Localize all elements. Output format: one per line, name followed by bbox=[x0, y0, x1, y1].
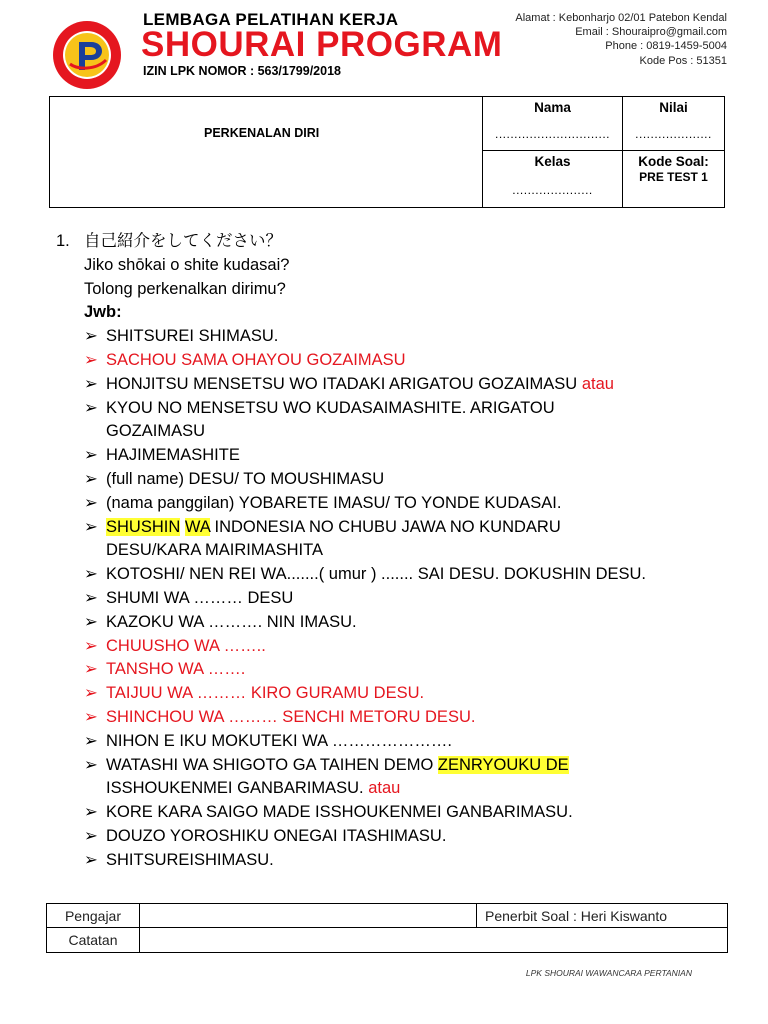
kelas-field[interactable]: ..................... bbox=[512, 183, 593, 197]
question-japanese: 自己紹介をしてください？ bbox=[84, 232, 282, 250]
arrow-bullet-icon: ➢ bbox=[84, 612, 98, 631]
arrow-bullet-icon: ➢ bbox=[84, 374, 98, 393]
answer-item: ➢ KAZOKU WA ………. NIN IMASU. bbox=[84, 611, 746, 635]
arrow-bullet-icon: ➢ bbox=[84, 660, 98, 679]
kode-soal-value: PRE TEST 1 bbox=[639, 170, 708, 184]
arrow-bullet-icon: ➢ bbox=[84, 684, 98, 703]
answer-item: ➢ KORE KARA SAIGO MADE ISSHOUKENMEI GANBARIMASU. bbox=[84, 801, 746, 825]
answer-item: ➢ KOTOSHI/ NEN REI WA.......( umur ) ....... SAI DESU. DOKUSHIN DESU. bbox=[84, 563, 746, 587]
nilai-cell bbox=[623, 97, 724, 151]
question-number: 1. bbox=[56, 232, 70, 250]
arrow-bullet-icon: ➢ bbox=[84, 755, 98, 774]
nama-label: Nama bbox=[534, 100, 571, 115]
arrow-bullet-icon: ➢ bbox=[84, 707, 98, 726]
nama-field[interactable]: .............................. bbox=[494, 127, 611, 141]
answer-item: ➢ KYOU NO MENSETSU WO KUDASAIMASHITE. ARIGATOU GOZAIMASU bbox=[84, 398, 555, 441]
highlighted-text: SHUSHIN bbox=[106, 517, 181, 536]
arrow-bullet-icon: ➢ bbox=[84, 469, 98, 488]
form-title: PERKENALAN DIRI bbox=[204, 126, 320, 140]
answer-item: ➢ SHITSUREISHIMASU. bbox=[84, 849, 746, 873]
title-cell bbox=[50, 97, 483, 207]
answer-item: ➢ NIHON E IKU MOKUTEKI WA …………………. bbox=[84, 730, 746, 754]
arrow-bullet-icon: ➢ bbox=[84, 803, 98, 822]
org-name-line2: SHOURAI PROGRAM bbox=[141, 25, 503, 64]
arrow-bullet-icon: ➢ bbox=[84, 636, 98, 655]
alternative-marker: atau bbox=[581, 374, 614, 393]
org-name-line1: LEMBAGA PELATIHAN KERJA bbox=[143, 10, 399, 29]
answer-item: ➢ HAJIMEMASHITE bbox=[84, 444, 746, 468]
form-header-table bbox=[49, 96, 725, 208]
answer-item: ➢ SHINCHOU WA ……… SENCHI METORU DESU. bbox=[84, 706, 746, 730]
alternative-marker: atau bbox=[368, 779, 401, 798]
nilai-label: Nilai bbox=[659, 100, 688, 115]
email-line: Email : Shouraipro@gmail.com bbox=[575, 26, 727, 39]
answer-item: ➢ WATASHI WA SHIGOTO GA TAIHEN DEMO ZENRYOUKU DE ISSHOUKENMEI GANBARIMASU. atau bbox=[84, 755, 569, 798]
answer-item: ➢ TAIJUU WA ……… KIRO GURAMU DESU. bbox=[84, 682, 746, 706]
arrow-bullet-icon: ➢ bbox=[84, 565, 98, 584]
shourai-logo-icon bbox=[52, 20, 122, 90]
kode-soal-cell bbox=[623, 151, 724, 207]
arrow-bullet-icon: ➢ bbox=[84, 731, 98, 750]
footer-table bbox=[46, 903, 728, 953]
footer-note: LPK SHOURAI WAWANCARA PERTANIAN bbox=[525, 968, 692, 978]
answer-item: ➢ DOUZO YOROSHIKU ONEGAI ITASHIMASU. bbox=[84, 825, 746, 849]
arrow-bullet-icon: ➢ bbox=[84, 517, 98, 536]
highlighted-text: WA bbox=[184, 517, 210, 536]
answer-list bbox=[84, 325, 746, 872]
nama-cell bbox=[483, 97, 623, 151]
question-romaji: Jiko shōkai o shite kudasai? bbox=[84, 255, 290, 274]
arrow-bullet-icon: ➢ bbox=[84, 493, 98, 512]
footer-row-pengajar bbox=[47, 904, 727, 928]
nilai-field[interactable]: .................... bbox=[635, 127, 712, 141]
arrow-bullet-icon: ➢ bbox=[84, 398, 98, 417]
address-block bbox=[515, 11, 727, 68]
answer-item: ➢ (nama panggilan) YOBARETE IMASU/ TO YONDE KUDASAI. bbox=[84, 492, 746, 516]
pengajar-label: Pengajar bbox=[47, 904, 140, 928]
arrow-bullet-icon: ➢ bbox=[84, 826, 98, 845]
kelas-label: Kelas bbox=[534, 154, 571, 169]
answer-item: ➢ SHUMI WA ……… DESU bbox=[84, 587, 746, 611]
question-section bbox=[56, 230, 746, 873]
arrow-bullet-icon: ➢ bbox=[84, 588, 98, 607]
postal-code-line: Kode Pos : 51351 bbox=[639, 54, 727, 67]
address-line: Alamat : Kebonharjo 02/01 Patebon Kendal bbox=[515, 12, 727, 24]
kode-soal-label: Kode Soal: bbox=[638, 154, 709, 169]
arrow-bullet-icon: ➢ bbox=[84, 350, 98, 369]
answer-item: ➢ SHUSHIN WA INDONESIA NO CHUBU JAWA NO KUNDARU DESU/KARA MAIRIMASHITA bbox=[84, 517, 561, 560]
answer-item: ➢ CHUUSHO WA …….. bbox=[84, 635, 746, 659]
question-indonesian: Tolong perkenalkan dirimu? bbox=[84, 279, 286, 298]
arrow-bullet-icon: ➢ bbox=[84, 446, 98, 465]
phone-line: Phone : 0819-1459-5004 bbox=[605, 40, 727, 53]
highlighted-text: ZENRYOUKU DE bbox=[437, 755, 569, 774]
penerbit-soal: Penerbit Soal : Heri Kiswanto bbox=[476, 904, 727, 928]
answer-item: ➢ TANSHO WA ……. bbox=[84, 658, 746, 682]
arrow-bullet-icon: ➢ bbox=[84, 327, 98, 346]
answer-label: Jwb: bbox=[84, 303, 122, 322]
answer-item: ➢ HONJITSU MENSETSU WO ITADAKI ARIGATOU GOZAIMASU atau bbox=[84, 373, 746, 397]
answer-item: ➢ SACHOU SAMA OHAYOU GOZAIMASU bbox=[84, 349, 746, 373]
org-license: IZIN LPK NOMOR : 563/1799/2018 bbox=[143, 64, 341, 78]
catatan-label: Catatan bbox=[47, 928, 140, 952]
kelas-cell bbox=[483, 151, 623, 207]
footer-row-catatan bbox=[47, 928, 727, 952]
arrow-bullet-icon: ➢ bbox=[84, 850, 98, 869]
answer-item: ➢ SHITSUREI SHIMASU. bbox=[84, 325, 746, 349]
answer-item: ➢ (full name) DESU/ TO MOUSHIMASU bbox=[84, 468, 746, 492]
